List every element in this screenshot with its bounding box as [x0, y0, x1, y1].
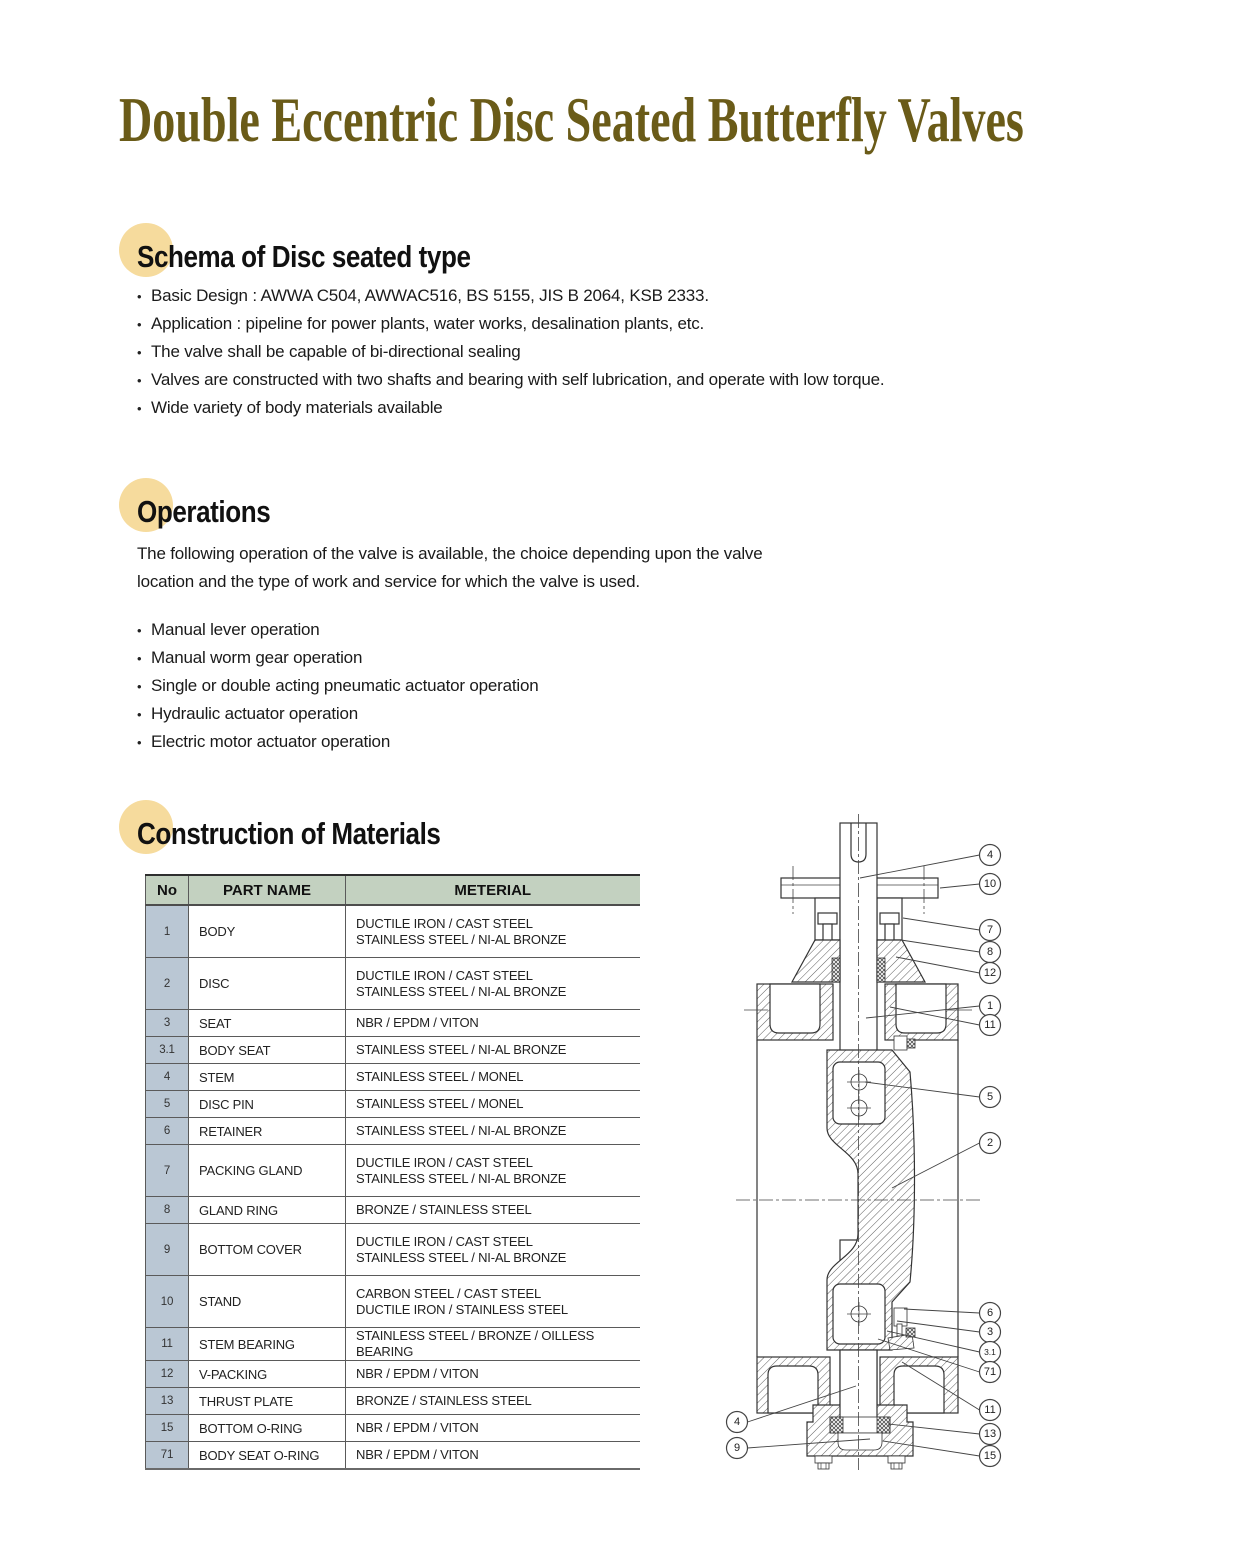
page-title: Double Eccentric Disc Seated Butterfly Valves [119, 84, 1024, 155]
cell-part-name: DISC [189, 958, 346, 1010]
cell-material [346, 905, 640, 958]
bullet-item [137, 616, 538, 644]
callout-number: 10 [983, 878, 997, 890]
table-row [146, 1091, 640, 1118]
cell-no: 5 [146, 1091, 189, 1118]
bullet-text: Wide variety of body materials available [151, 398, 443, 417]
material-line: STAINLESS STEEL / MONEL [356, 1069, 524, 1084]
valve-drawing [733, 814, 980, 1470]
bullet-dot: • [137, 372, 142, 388]
cell-part-name: RETAINER [189, 1118, 346, 1145]
operations-bullet-list [137, 616, 538, 756]
operations-intro-line: The following operation of the valve is available, the choice depending upon the valve [137, 544, 763, 563]
callout-leader [860, 855, 980, 878]
bullet-dot: • [137, 678, 142, 694]
cell-no: 71 [146, 1442, 189, 1470]
cell-material [346, 1010, 640, 1037]
schema-heading: Schema of Disc seated type [137, 239, 471, 274]
callout-number: 1 [986, 1000, 994, 1012]
materials-table [145, 874, 640, 1470]
material-line: DUCTILE IRON / CAST STEEL [356, 1233, 533, 1249]
bullet-item [137, 700, 538, 728]
cell-part-name: SEAT [189, 1010, 346, 1037]
cell-part-name: BODY SEAT O-RING [189, 1442, 346, 1470]
cell-material [346, 1328, 640, 1361]
body-pocket [768, 1366, 818, 1413]
cell-part-name: BODY [189, 905, 346, 958]
material-line: NBR / EPDM / VITON [356, 1015, 479, 1030]
cell-material [346, 1118, 640, 1145]
cell-material [346, 1224, 640, 1276]
cell-no: 1 [146, 905, 189, 958]
cell-no: 7 [146, 1145, 189, 1197]
bullet-text: The valve shall be capable of bi-directional sealing [151, 342, 521, 361]
bullet-item [137, 366, 884, 394]
cell-material [346, 1388, 640, 1415]
bullet-item [137, 644, 538, 672]
bullet-text: Manual worm gear operation [151, 648, 363, 667]
callout-number: 4 [986, 849, 994, 861]
cell-no: 10 [146, 1276, 189, 1328]
cell-part-name: V-PACKING [189, 1361, 346, 1388]
table-header-row [146, 875, 640, 905]
cell-no: 2 [146, 958, 189, 1010]
material-line: DUCTILE IRON / CAST STEEL [356, 1154, 533, 1170]
callout-leader [940, 884, 980, 888]
material-line: DUCTILE IRON / CAST STEEL [356, 915, 533, 931]
material-line: STAINLESS STEEL / NI-AL BRONZE [356, 1170, 567, 1186]
cell-part-name: STAND [189, 1276, 346, 1328]
cell-part-name: STEM BEARING [189, 1328, 346, 1361]
v-packing [832, 958, 840, 982]
cell-material [346, 1091, 640, 1118]
bullet-dot: • [137, 622, 142, 638]
bullet-text: Valves are constructed with two shafts and bearing with self lubrication, and operate with low torque. [151, 370, 885, 389]
cell-part-name: PACKING GLAND [189, 1145, 346, 1197]
callout-number: 4 [733, 1416, 741, 1428]
bullet-item [137, 338, 884, 366]
cell-material [346, 1145, 640, 1197]
valve-cross-section-diagram [720, 810, 1240, 1510]
o-ring-upper [907, 1039, 915, 1048]
v-packing [877, 958, 885, 982]
bullet-item [137, 310, 884, 338]
operations-intro [137, 540, 762, 596]
cell-part-name: THRUST PLATE [189, 1388, 346, 1415]
operations-heading: Operations [137, 494, 271, 529]
material-line: STAINLESS STEEL / MONEL [356, 1096, 524, 1111]
material-line: NBR / EPDM / VITON [356, 1366, 479, 1381]
table-row [146, 1361, 640, 1388]
callout-number: 8 [986, 946, 994, 958]
bullet-text: Hydraulic actuator operation [151, 704, 359, 723]
col-header-meterial: METERIAL [346, 875, 640, 905]
cell-part-name: GLAND RING [189, 1197, 346, 1224]
body-pocket [770, 984, 820, 1033]
callout-number: 9 [733, 1442, 741, 1454]
callout-number: 3 [986, 1326, 994, 1338]
bullet-text: Basic Design : AWWA C504, AWWAC516, BS 5155, JIS B 2064, KSB 2333. [151, 286, 709, 305]
body-pocket [896, 984, 946, 1033]
callout-6 [904, 1303, 1001, 1324]
material-line: STAINLESS STEEL / NI-AL BRONZE [356, 931, 567, 947]
bottom-o-ring-groove [838, 1433, 882, 1450]
table-row [146, 958, 640, 1010]
material-line: BRONZE / STAINLESS STEEL [356, 1393, 532, 1408]
cell-no: 15 [146, 1415, 189, 1442]
material-line: STAINLESS STEEL / NI-AL BRONZE [356, 1042, 567, 1057]
bullet-item [137, 672, 538, 700]
bullet-text: Electric motor actuator operation [151, 732, 391, 751]
bullet-text: Single or double acting pneumatic actuator operation [151, 676, 539, 695]
cell-material [346, 958, 640, 1010]
cell-material [346, 1037, 640, 1064]
cell-part-name: STEM [189, 1064, 346, 1091]
callout-number: 71 [983, 1366, 997, 1378]
cell-part-name: BOTTOM COVER [189, 1224, 346, 1276]
cell-part-name: BOTTOM O-RING [189, 1415, 346, 1442]
bullet-dot: • [137, 344, 142, 360]
schema-bullet-list [137, 282, 884, 422]
cell-no: 4 [146, 1064, 189, 1091]
bullet-text: Manual lever operation [151, 620, 320, 639]
bullet-dot: • [137, 288, 142, 304]
material-line: BRONZE / STAINLESS STEEL [356, 1202, 532, 1217]
cell-material [346, 1442, 640, 1470]
callout-number: 7 [986, 924, 994, 936]
cell-no: 6 [146, 1118, 189, 1145]
material-line: STAINLESS STEEL / NI-AL BRONZE [356, 1123, 567, 1138]
col-header-part-name: PART NAME [189, 875, 346, 905]
material-line: STAINLESS STEEL / NI-AL BRONZE [356, 983, 567, 999]
material-line: STAINLESS STEEL / NI-AL BRONZE [356, 1249, 567, 1265]
callout-number: 11 [984, 1019, 996, 1031]
material-line: CARBON STEEL / CAST STEEL [356, 1285, 541, 1301]
material-line: DUCTILE IRON / CAST STEEL [356, 967, 533, 983]
table-row [146, 1118, 640, 1145]
cell-no: 13 [146, 1388, 189, 1415]
table-row [146, 1276, 640, 1328]
callout-number: 12 [983, 967, 997, 979]
material-line: NBR / EPDM / VITON [356, 1420, 479, 1435]
cell-no: 11 [146, 1328, 189, 1361]
table-row [146, 1388, 640, 1415]
retainer [894, 1308, 907, 1326]
cell-material [346, 1415, 640, 1442]
construction-heading: Construction of Materials [137, 816, 441, 851]
cell-material [346, 1197, 640, 1224]
cover-bolt [888, 1456, 905, 1469]
col-header-no: No [146, 875, 189, 905]
cell-no: 3.1 [146, 1037, 189, 1064]
material-line: NBR / EPDM / VITON [356, 1447, 479, 1462]
callout-8 [901, 940, 1001, 963]
callout-number: 5 [986, 1091, 994, 1103]
table-row [146, 1224, 640, 1276]
cell-no: 9 [146, 1224, 189, 1276]
cell-material [346, 1064, 640, 1091]
callout-number: 6 [986, 1307, 994, 1319]
table-row [146, 1328, 640, 1361]
callout-leader [901, 940, 980, 952]
callout-leader [904, 1309, 980, 1313]
callout-number: 2 [986, 1137, 994, 1149]
stem-bearing-lower [877, 1417, 890, 1433]
retainer-upper [894, 1036, 907, 1050]
table-row [146, 1010, 640, 1037]
bullet-dot: • [137, 706, 142, 722]
cell-material [346, 1361, 640, 1388]
table-row [146, 1415, 640, 1442]
table-row [146, 1037, 640, 1064]
callout-number: 3.1 [984, 1347, 996, 1357]
cell-part-name: BODY SEAT [189, 1037, 346, 1064]
cell-part-name: DISC PIN [189, 1091, 346, 1118]
material-line: DUCTILE IRON / STAINLESS STEEL [356, 1301, 568, 1317]
callout-7 [903, 918, 1001, 941]
table-row [146, 1442, 640, 1470]
cell-no: 3 [146, 1010, 189, 1037]
cell-no: 12 [146, 1361, 189, 1388]
callout-number: 11 [984, 1404, 996, 1416]
cover-bolt [815, 1456, 832, 1469]
operations-intro-line: location and the type of work and service for which the valve is used. [137, 572, 640, 591]
bullet-dot: • [137, 400, 142, 416]
bullet-item [137, 394, 884, 422]
bullet-dot: • [137, 734, 142, 750]
stem-bearing-lower [830, 1417, 843, 1433]
table-row [146, 1064, 640, 1091]
table-row [146, 1197, 640, 1224]
callout-4 [860, 845, 1001, 879]
bullet-text: Application : pipeline for power plants, water works, desalination plants, etc. [151, 314, 705, 333]
callout-10 [940, 874, 1001, 895]
bullet-item [137, 282, 884, 310]
table-row [146, 905, 640, 958]
bullet-dot: • [137, 650, 142, 666]
callout-leader [903, 918, 980, 930]
cell-material [346, 1276, 640, 1328]
callout-number: 13 [983, 1428, 997, 1440]
material-line: STAINLESS STEEL / BRONZE / OILLESS BEARING [356, 1328, 595, 1359]
callout-number: 15 [983, 1450, 997, 1462]
cell-no: 8 [146, 1197, 189, 1224]
bullet-item [137, 728, 538, 756]
bullet-dot: • [137, 316, 142, 332]
table-row [146, 1145, 640, 1197]
